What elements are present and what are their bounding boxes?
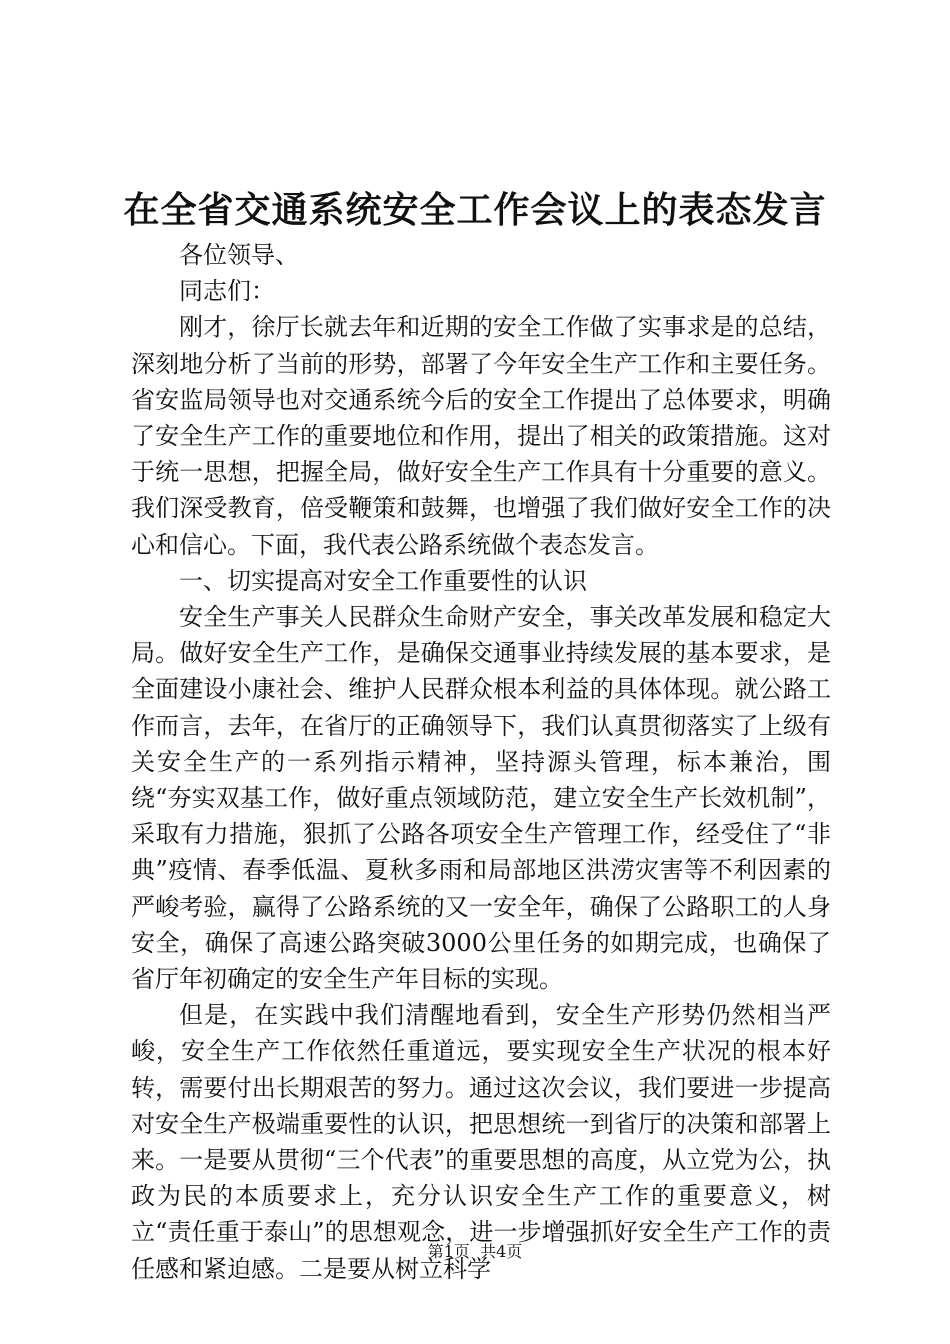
paragraph-safety-overview: 安全生产事关人民群众生命财产安全，事关改革发展和稳定大局。做好安全生产工作，是确保交通事业持续发展的基本要求，是全面建设小康社会、维护人民群众根本利益的具体体现。就公路工作而言，去年，在省厅的正确领导下，我们认真贯彻落实了上级有关安全生产的一系列指示精神，坚持源头管理，标本兼治，围绕“夯实双基工作，做好重点领域防范，建立安全生产长效机制”，采取有力措施，狠抓了公路各项安全生产管理工作，经受住了“非典”疫情、春季低温、夏秋多雨和局部地区洪涝灾害等不利因素的严峻考验，赢得了公路系统的又一安全年，确保了公路职工的人身安全，确保了高速公路突破3000公里任务的如期完成，也确保了省厅年初确定的安全生产年目标的实现。 [131, 603, 831, 994]
paragraph-situation: 但是，在实践中我们清醒地看到，安全生产形势仍然相当严峻，安全生产工作依然任重道远，要实现安全生产状况的根本好转，需要付出长期艰苦的努力。通过这次会议，我们要进一步提高对安全生产极端重要性的认识，把思想统一到省厅的决策和部署上来。一是要从贯彻“三个代表”的重要思想的高度，从立党为公，执政为民的本质要求上，充分认识安全生产工作的重要意义，树立“责任重于泰山”的思想观念，进一步增强抓好安全生产工作的责任感和紧迫感。二是要从树立科学 [131, 1001, 831, 1283]
page-number: 第1页 共4页 [427, 1242, 523, 1261]
document-body [131, 237, 831, 1287]
paragraph-intro: 刚才，徐厅长就去年和近期的安全工作做了实事求是的总结，深刻地分析了当前的形势，部署了今年安全生产工作和主要任务。省安监局领导也对交通系统今后的安全工作提出了总体要求，明确了安全生产工作的重要地位和作用，提出了相关的政策措施。这对于统一思想，把握全局，做好安全生产工作具有十分重要的意义。我们深受教育，倍受鞭策和鼓舞，也增强了我们做好安全工作的决心和信心。下面，我代表公路系统做个表态发言。 [131, 313, 831, 559]
section-heading-1: 一、切实提高对安全工作重要性的认识 [179, 566, 587, 595]
document-title: 在全省交通系统安全工作会议上的表态发言 [123, 189, 827, 231]
salutation-line-2: 同志们： [179, 277, 275, 306]
salutation-line-1: 各位领导、 [179, 241, 299, 269]
page-footer [0, 1240, 950, 1264]
